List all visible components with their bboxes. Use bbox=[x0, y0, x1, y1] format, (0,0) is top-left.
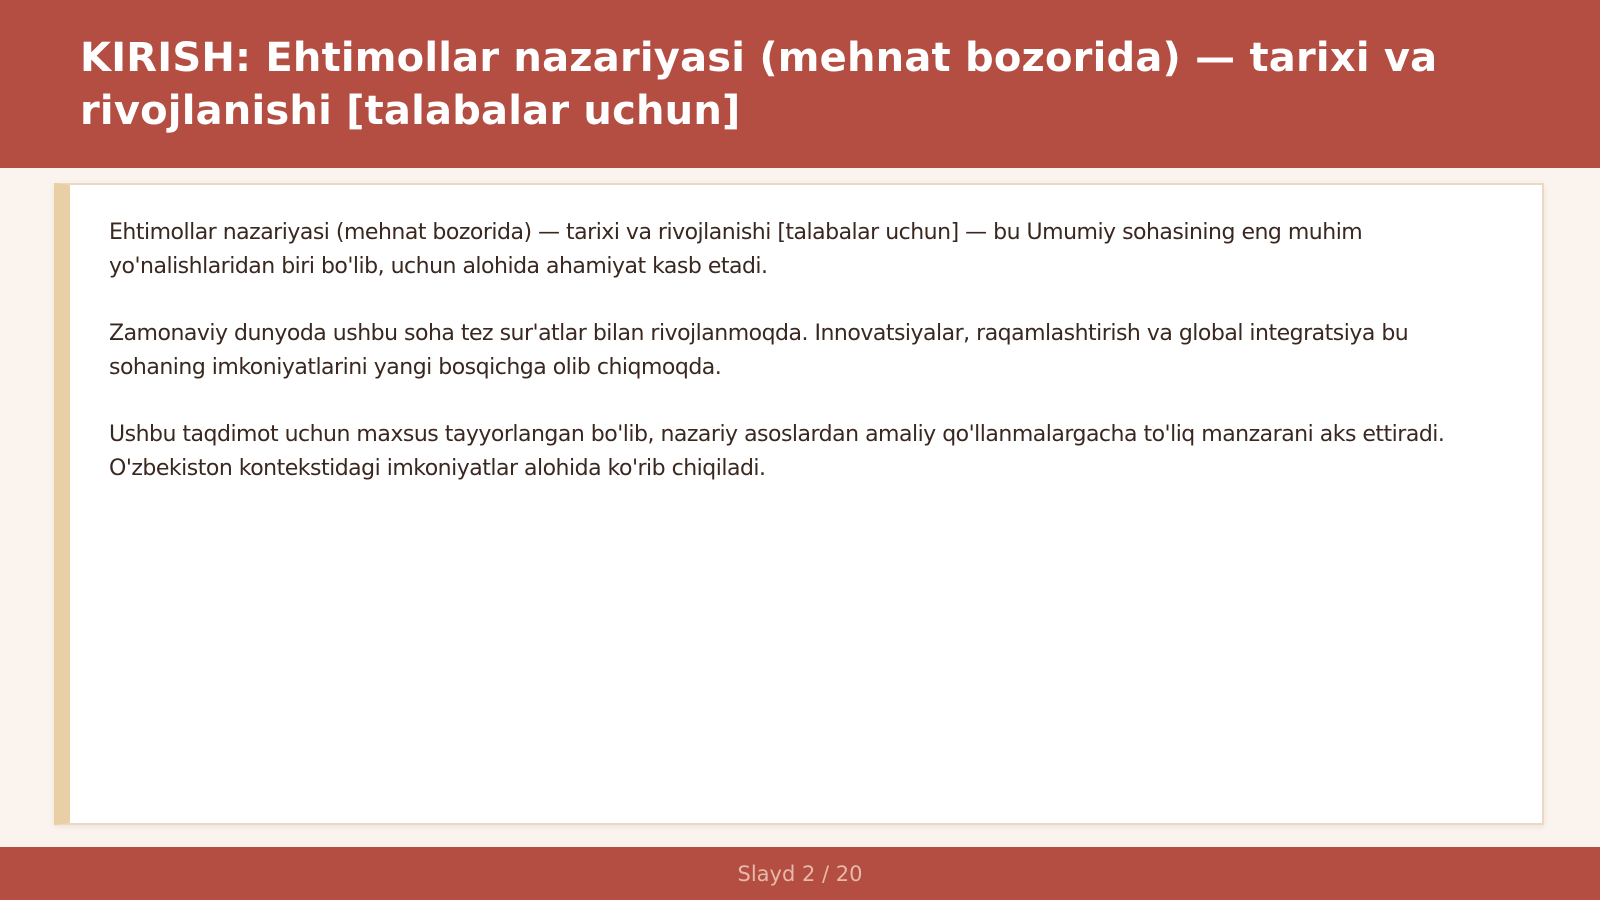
slide-footer bbox=[0, 847, 1600, 900]
slide-number: Slayd 2 / 20 bbox=[737, 861, 863, 886]
modern-world-paragraph: Zamonaviy dunyoda ushbu soha tez sur'atlar bilan rivojlanmoqda. Innovatsiyalar, raqamlashtirish va global integratsiya bu sohaning imkoniyatlarini yangi bosqichga olib chiqmoqda. bbox=[109, 321, 1409, 380]
content-card bbox=[54, 183, 1544, 825]
slide-title: KIRISH: Ehtimollar nazariyasi (mehnat bozorida) — tarixi va rivojlanishi [talabalar uchun] bbox=[80, 35, 1438, 134]
slide-header bbox=[0, 0, 1600, 168]
intro-paragraph: Ehtimollar nazariyasi (mehnat bozorida) — tarixi va rivojlanishi [talabalar uchun] — bu Umumiy sohasining eng muhim yo'nalishlaridan biri bo'lib, uchun alohida ahamiyat kasb etadi. bbox=[109, 220, 1363, 279]
presentation-purpose-paragraph: Ushbu taqdimot uchun maxsus tayyorlangan bo'lib, nazariy asoslardan amaliy qo'llanmalargacha to'liq manzarani aks ettiradi. O'zbekiston kontekstidagi imkoniyatlar alohida ko'rib chiqiladi. bbox=[109, 422, 1445, 481]
